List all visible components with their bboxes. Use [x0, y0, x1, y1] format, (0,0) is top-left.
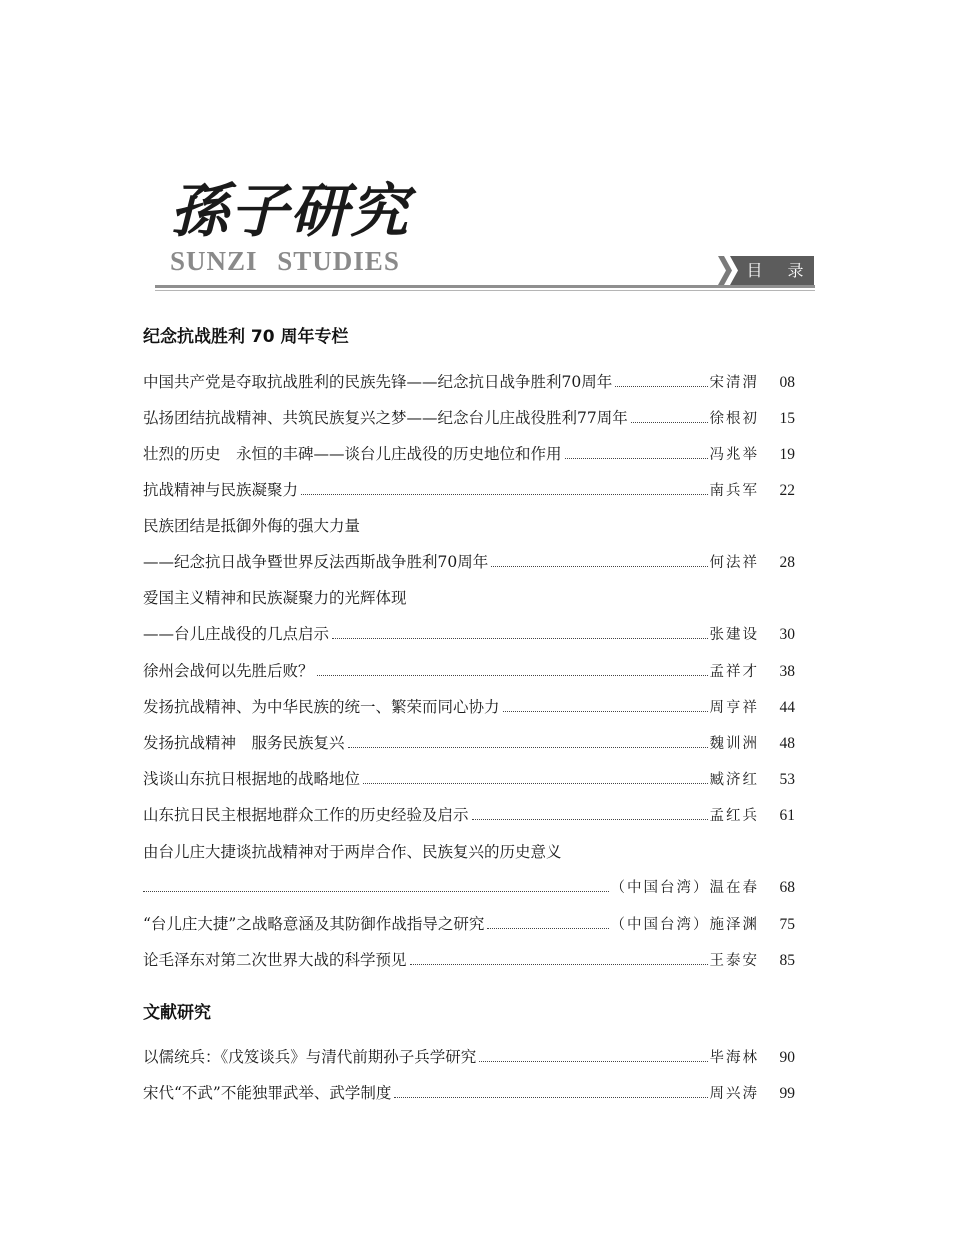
toc-entry-heading-line[interactable] [143, 840, 795, 864]
entry-page: 15 [779, 410, 795, 427]
entry-page: 85 [779, 952, 795, 969]
toc-entry[interactable] [143, 912, 795, 936]
entry-author: （中国台湾）温在春 [610, 880, 759, 896]
entry-title: 弘扬团结抗战精神、共筑民族复兴之梦——纪念台儿庄战役胜利77周年 [143, 409, 628, 427]
entry-author: 何法祥 [709, 555, 759, 571]
journal-logo-chinese: 孫子研究 [170, 177, 411, 245]
entry-page: 22 [779, 482, 795, 499]
entry-author: 王泰安 [709, 953, 759, 969]
toc-entry[interactable] [143, 948, 795, 972]
dot-leader [479, 1060, 707, 1062]
entry-title: 浅谈山东抗日根据地的战略地位 [143, 770, 361, 788]
toc-entry[interactable] [143, 659, 795, 683]
entry-title: 由台儿庄大捷谈抗战精神对于两岸合作、民族复兴的历史意义 [143, 843, 562, 861]
toc-entry[interactable] [143, 622, 795, 646]
entry-subtitle: ——台儿庄战役的几点启示 [143, 625, 330, 643]
journal-logo-english: SUNZI STUDIES [170, 246, 400, 276]
dot-leader [565, 457, 708, 459]
toc-entry[interactable] [143, 370, 795, 394]
entry-author: 孟祥才 [709, 664, 759, 680]
entry-author: 魏训洲 [709, 736, 759, 752]
section-heading: 纪念抗战胜利 70 周年专栏 [143, 327, 349, 347]
dot-leader [410, 963, 708, 965]
entry-page: 44 [779, 699, 795, 716]
entry-title: 中国共产党是夺取抗战胜利的民族先锋——纪念抗日战争胜利70周年 [143, 373, 613, 391]
dot-leader [348, 746, 708, 748]
dot-leader [394, 1096, 707, 1098]
entry-title: 爱国主义精神和民族凝聚力的光辉体现 [143, 589, 407, 607]
entry-page: 28 [779, 554, 795, 571]
entry-page: 30 [779, 626, 795, 643]
dot-leader [332, 637, 707, 639]
dot-leader [631, 421, 708, 423]
entry-author: 周兴涛 [709, 1086, 759, 1102]
entry-page: 75 [779, 916, 795, 933]
toc-entry[interactable] [143, 731, 795, 755]
toc-entry[interactable] [143, 1045, 795, 1069]
entry-page: 38 [779, 663, 795, 680]
dot-leader [363, 782, 707, 784]
header-rule [155, 285, 815, 288]
entry-author: 毕海林 [709, 1050, 759, 1066]
entry-author: （中国台湾）施泽渊 [610, 917, 759, 933]
entry-title: 徐州会战何以先胜后败？ [143, 662, 314, 680]
toc-entry[interactable] [143, 442, 795, 466]
entry-page: 53 [779, 771, 795, 788]
toc-entry[interactable] [143, 478, 795, 502]
entry-title: 宋代“不武”不能独罪武举、武学制度 [143, 1084, 392, 1102]
toc-entry[interactable] [143, 803, 795, 827]
entry-title: 山东抗日民主根据地群众工作的历史经验及启示 [143, 806, 469, 824]
entry-title: 发扬抗战精神、为中华民族的统一、繁荣而同心协力 [143, 698, 500, 716]
header-rule-thin [155, 290, 815, 291]
entry-page: 99 [779, 1085, 795, 1102]
entry-author: 周亨祥 [709, 700, 759, 716]
entry-author: 张建设 [709, 627, 759, 643]
entry-page: 68 [779, 879, 795, 896]
section-heading: 文献研究 [143, 1003, 211, 1023]
toc-entry[interactable] [143, 876, 795, 900]
toc-entry[interactable] [143, 406, 795, 430]
entry-page: 19 [779, 446, 795, 463]
entry-author: 臧济红 [709, 772, 759, 788]
entry-author: 徐根初 [709, 411, 759, 427]
dot-leader [317, 674, 708, 676]
dot-leader [503, 710, 708, 712]
entry-page: 08 [779, 374, 795, 391]
dot-leader [487, 927, 608, 929]
toc-entry[interactable] [143, 767, 795, 791]
entry-title: 民族团结是抵御外侮的强大力量 [143, 517, 361, 535]
dot-leader [615, 385, 707, 387]
entry-subtitle: ——纪念抗日战争暨世界反法西斯战争胜利70周年 [143, 553, 489, 571]
entry-title: 抗战精神与民族凝聚力 [143, 481, 299, 499]
entry-title: 发扬抗战精神 服务民族复兴 [143, 734, 345, 752]
entry-title: “台儿庄大捷”之战略意涵及其防御作战指导之研究 [143, 915, 485, 933]
toc-entry[interactable] [143, 550, 795, 574]
dot-leader [301, 493, 707, 495]
entry-title: 壮烈的历史 永恒的丰碑——谈台儿庄战役的历史地位和作用 [143, 445, 562, 463]
entry-page: 48 [779, 735, 795, 752]
toc-label: 目 录 [746, 261, 814, 280]
entry-author: 宋清渭 [709, 375, 759, 391]
toc-entry-heading-line[interactable] [143, 514, 795, 538]
entry-author: 冯兆举 [709, 447, 759, 463]
entry-author: 南兵军 [709, 483, 759, 499]
toc-entry-heading-line[interactable] [143, 586, 795, 610]
entry-page: 61 [779, 807, 795, 824]
toc-tab [718, 256, 814, 285]
toc-entry[interactable] [143, 695, 795, 719]
entry-title: 以儒统兵：《戊笈谈兵》与清代前期孙子兵学研究 [143, 1048, 477, 1066]
entry-author: 孟红兵 [709, 808, 759, 824]
dot-leader [472, 818, 708, 820]
toc-entry[interactable] [143, 1081, 795, 1105]
dot-leader [491, 565, 707, 567]
entry-page: 90 [779, 1049, 795, 1066]
dot-leader [143, 890, 609, 892]
entry-title: 论毛泽东对第二次世界大战的科学预见 [143, 951, 407, 969]
